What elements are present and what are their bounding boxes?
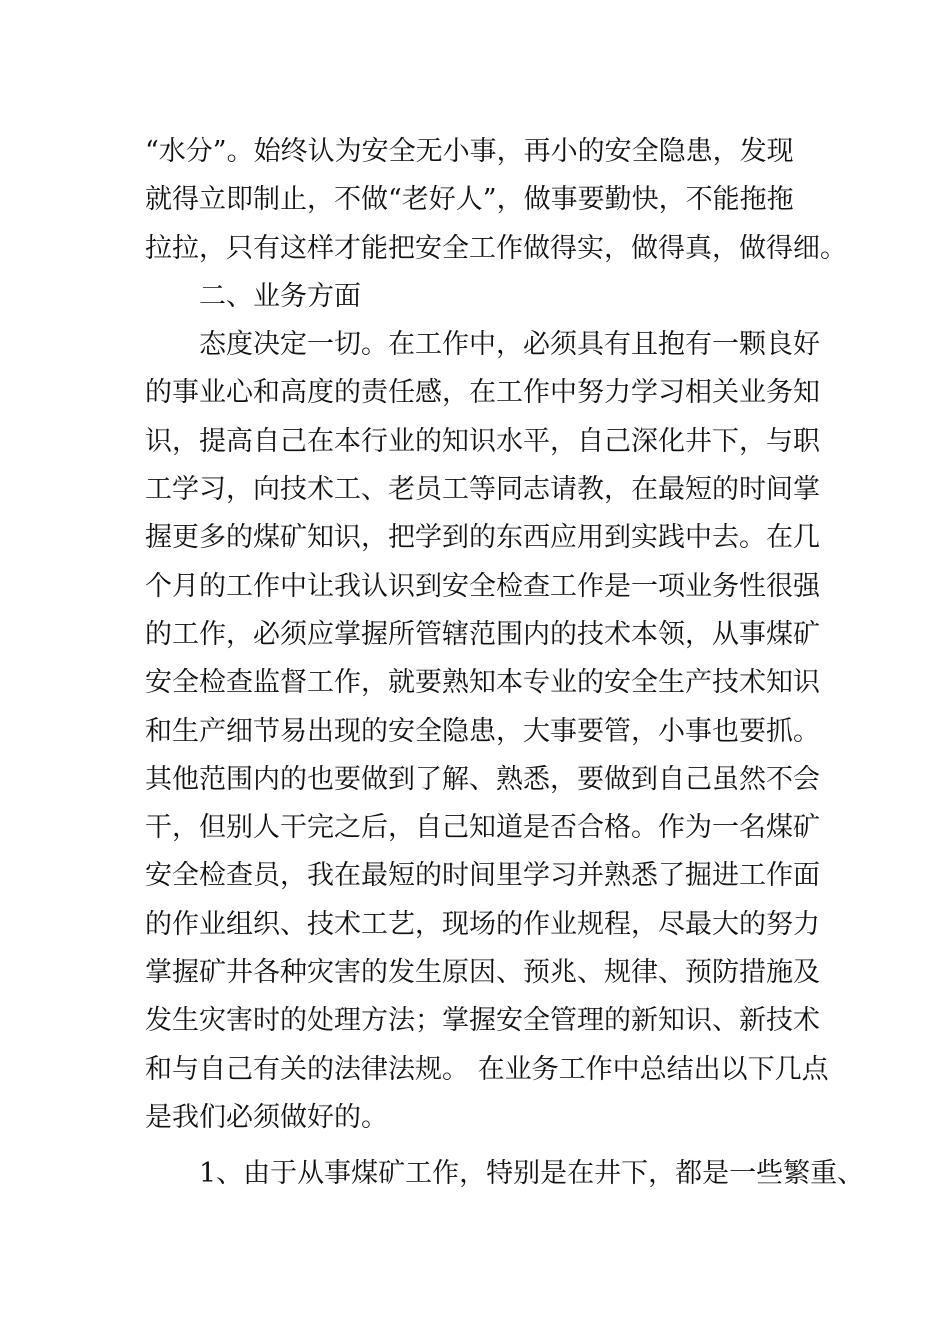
list-item: 1、由于从事煤矿工作，特别是在井下，都是一些繁重、 <box>199 1158 865 1190</box>
text-line: 态度决定一切。在工作中，必须具有且抱有一颗良好 <box>199 329 820 361</box>
text-line: 干，但别人干完之后，自己知道是否合格。作为一名煤矿 <box>145 812 820 844</box>
text-line: 和生产细节易出现的安全隐患，大事要管，小事也要抓。 <box>145 715 820 747</box>
text-line: 的作业组织、技术工艺，现场的作业规程，尽最大的努力 <box>145 908 820 940</box>
text-line: 发生灾害时的处理方法；掌握安全管理的新知识、新技术 <box>145 1005 820 1037</box>
text-line: 是我们必须做好的。 <box>145 1101 388 1133</box>
text-line: 工学习，向技术工、老员工等同志请教，在最短的时间掌 <box>145 474 820 506</box>
text-line: 安全检查监督工作，就要熟知本专业的安全生产技术知识 <box>145 667 820 699</box>
document-body <box>145 128 865 1199</box>
text-line: 拉拉，只有这样才能把安全工作做得实，做得真，做得细。 <box>145 232 847 264</box>
text-line: 就得立即制止，不做“老好人”，做事要勤快，不能拖拖 <box>145 184 794 216</box>
section-heading: 二、业务方面 <box>199 280 361 312</box>
text-line: 的事业心和高度的责任感，在工作中努力学习相关业务知 <box>145 377 820 409</box>
text-line: 其他范围内的也要做到了解、熟悉，要做到自己虽然不会 <box>145 763 820 795</box>
text-line: “水分”。始终认为安全无小事，再小的安全隐患，发现 <box>145 136 794 167</box>
text-line: 的工作，必须应掌握所管辖范围内的技术本领，从事煤矿 <box>145 618 820 650</box>
paragraph-spacer <box>145 1142 845 1150</box>
text-line: 和与自己有关的法律法规。 在业务工作中总结出以下几点 <box>145 1053 829 1085</box>
text-line: 个月的工作中让我认识到安全检查工作是一项业务性很强 <box>145 570 820 602</box>
text-line: 识，提高自己在本行业的知识水平，自己深化井下，与职 <box>145 425 820 457</box>
text-line: 掌握矿井各种灾害的发生原因、预兆、规律、预防措施及 <box>145 957 820 989</box>
text-line: 安全检查员，我在最短的时间里学习并熟悉了掘进工作面 <box>145 860 820 892</box>
text-line: 握更多的煤矿知识，把学到的东西应用到实践中去。在几 <box>145 522 820 554</box>
